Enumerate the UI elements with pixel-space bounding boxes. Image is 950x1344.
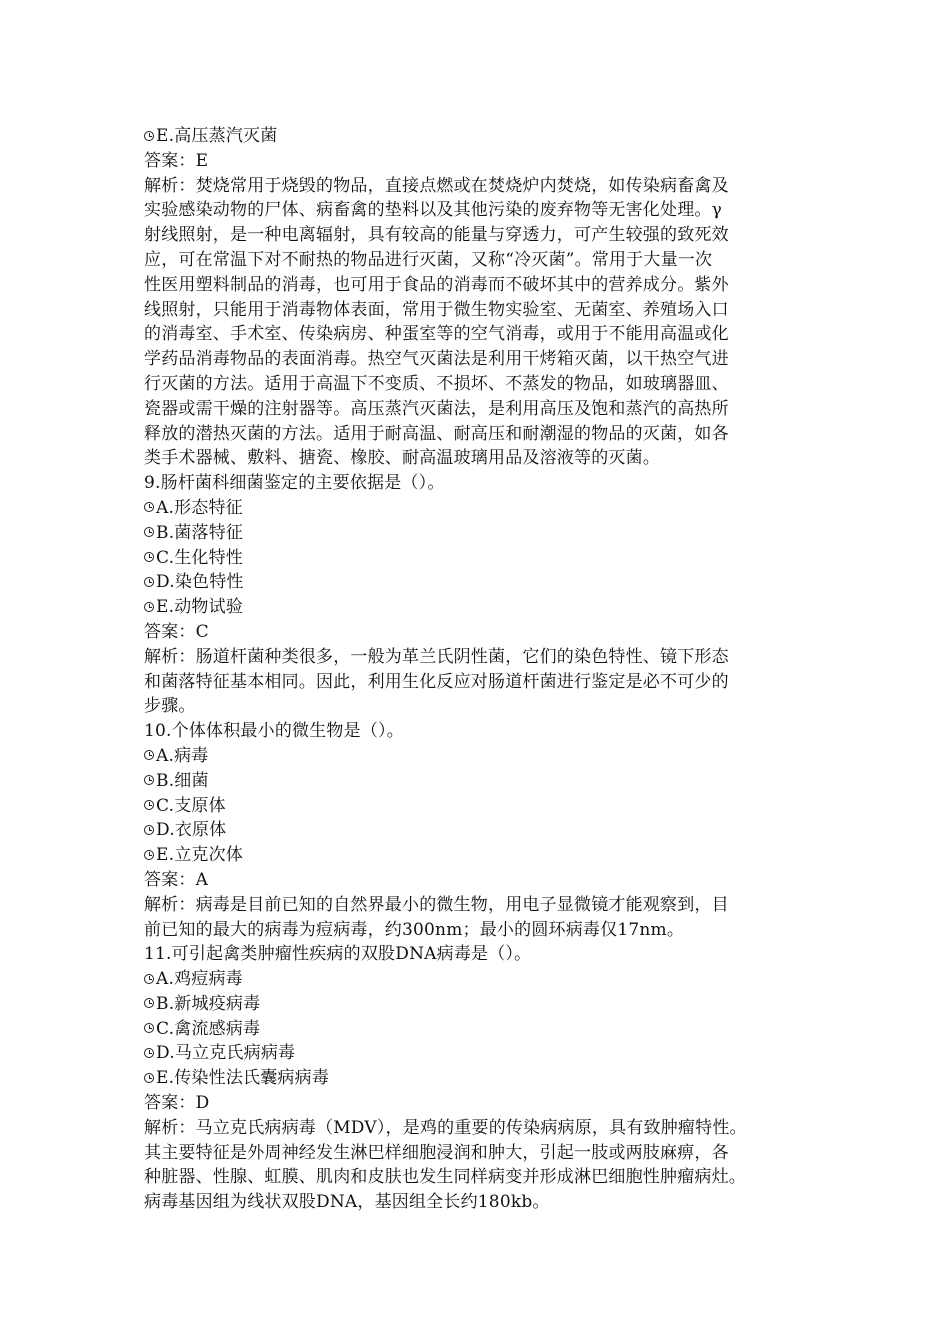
document-page — [144, 124, 816, 1215]
answer-key: 答案：C — [144, 621, 209, 642]
option-label: E.立克次体 — [156, 845, 244, 866]
radio-option-icon[interactable] — [144, 775, 154, 785]
answer-option[interactable] — [144, 818, 816, 843]
option-label: B.新城疫病毒 — [156, 993, 261, 1014]
option-label: D.马立克氏病病毒 — [156, 1043, 296, 1064]
explanation-line: 类手术器械、敷料、搪瓷、橡胶、耐高温玻璃用品及溶液等的灭菌。 — [144, 448, 660, 469]
radio-option-icon[interactable] — [144, 1073, 154, 1083]
option-label: A.鸡痘病毒 — [156, 969, 243, 990]
radio-option-icon[interactable] — [144, 602, 154, 612]
option-label: C.禽流感病毒 — [156, 1018, 261, 1039]
explanation-line: 步骤。 — [144, 696, 196, 717]
radio-option-icon[interactable] — [144, 131, 154, 141]
question-text: 11.可引起禽类肿瘤性疾病的双股DNA病毒是（）。 — [144, 944, 532, 965]
option-label: E.动物试验 — [156, 597, 244, 618]
radio-option-icon[interactable] — [144, 998, 154, 1008]
option-label: C.生化特性 — [156, 547, 244, 568]
radio-option-icon[interactable] — [144, 800, 154, 810]
option-label: A.病毒 — [156, 745, 209, 766]
answer-key: 答案：A — [144, 869, 209, 890]
explanation-line: 射线照射，是一种电离辐射，具有较高的能量与穿透力，可产生较强的致死效 — [144, 225, 729, 246]
answer-option[interactable] — [144, 570, 816, 595]
explanation-line: 解析：肠道杆菌种类很多，一般为革兰氏阴性菌，它们的染色特性、镜下形态 — [144, 646, 729, 667]
explanation-line: 其主要特征是外周神经发生淋巴样细胞浸润和肿大，引起一肢或两肢麻痹，各 — [144, 1142, 729, 1163]
answer-option[interactable] — [144, 744, 816, 769]
answer-option[interactable] — [144, 967, 816, 992]
explanation-line: 解析：焚烧常用于烧毁的物品，直接点燃或在焚烧炉内焚烧，如传染病畜禽及 — [144, 175, 729, 196]
radio-option-icon[interactable] — [144, 1048, 154, 1058]
answer-option[interactable] — [144, 1017, 816, 1042]
answer-key: 答案：E — [144, 150, 209, 171]
answer-key: 答案：D — [144, 1093, 210, 1114]
answer-option[interactable] — [144, 496, 816, 521]
radio-option-icon[interactable] — [144, 527, 154, 537]
explanation-line: 应，可在常温下对不耐热的物品进行灭菌，又称“冷灭菌”。常用于大量一次 — [144, 249, 713, 270]
explanation-line: 瓷器或需干燥的注射器等。高压蒸汽灭菌法，是利用高压及饱和蒸汽的高热所 — [144, 398, 729, 419]
answer-option[interactable] — [144, 992, 816, 1017]
answer-option[interactable] — [144, 521, 816, 546]
answer-option[interactable] — [144, 843, 816, 868]
answer-option[interactable] — [144, 124, 816, 149]
explanation-line: 解析：病毒是目前已知的自然界最小的微生物，用电子显微镜才能观察到，目 — [144, 894, 729, 915]
option-label: E.传染性法氏囊病病毒 — [156, 1068, 330, 1089]
explanation-line: 学药品消毒物品的表面消毒。热空气灭菌法是利用干烤箱灭菌，以干热空气进 — [144, 349, 729, 370]
explanation-line: 和菌落特征基本相同。因此，利用生化反应对肠道杆菌进行鉴定是必不可少的 — [144, 671, 729, 692]
radio-option-icon[interactable] — [144, 502, 154, 512]
option-label: D.衣原体 — [156, 820, 227, 841]
answer-option[interactable] — [144, 595, 816, 620]
option-label: E.高压蒸汽灭菌 — [156, 126, 278, 146]
explanation-line: 实验感染动物的尸体、病畜禽的垫料以及其他污染的废弃物等无害化处理。γ — [144, 200, 722, 221]
option-label: C.支原体 — [156, 795, 226, 816]
explanation-line: 前已知的最大的病毒为痘病毒，约300nm；最小的圆环病毒仅17nm。 — [144, 919, 685, 940]
radio-option-icon[interactable] — [144, 825, 154, 835]
explanation-line: 行灭菌的方法。适用于高温下不变质、不损坏、不蒸发的物品，如玻璃器皿、 — [144, 373, 729, 394]
answer-option[interactable] — [144, 769, 816, 794]
explanation-line: 性医用塑料制品的消毒，也可用于食品的消毒而不破坏其中的营养成分。紫外 — [144, 274, 729, 295]
radio-option-icon[interactable] — [144, 850, 154, 860]
option-label: D.染色特性 — [156, 572, 244, 593]
explanation-line: 线照射，只能用于消毒物体表面，常用于微生物实验室、无菌室、养殖场入口 — [144, 299, 729, 320]
answer-option[interactable] — [144, 1066, 816, 1091]
option-label: B.菌落特征 — [156, 522, 244, 543]
question-text: 9.肠杆菌科细菌鉴定的主要依据是（）。 — [144, 473, 445, 494]
question-text: 10.个体体积最小的微生物是（）。 — [144, 721, 404, 742]
radio-option-icon[interactable] — [144, 1023, 154, 1033]
radio-option-icon[interactable] — [144, 552, 154, 562]
explanation-line: 解析：马立克氏病病毒（MDV），是鸡的重要的传染病病原，具有致肿瘤特性。 — [144, 1117, 747, 1138]
explanation-line: 种脏器、性腺、虹膜、肌肉和皮肤也发生同样病变并形成淋巴细胞性肿瘤病灶。 — [144, 1167, 746, 1188]
option-label: B.细菌 — [156, 770, 209, 791]
answer-option[interactable] — [144, 794, 816, 819]
explanation-line: 释放的潜热灭菌的方法。适用于耐高温、耐高压和耐潮湿的物品的灭菌，如各 — [144, 423, 729, 444]
answer-option[interactable] — [144, 1041, 816, 1066]
explanation-line: 的消毒室、手术室、传染病房、种蛋室等的空气消毒，或用于不能用高温或化 — [144, 324, 729, 345]
option-label: A.形态特征 — [156, 497, 243, 518]
explanation-line: 病毒基因组为线状双股DNA，基因组全长约180kb。 — [144, 1192, 550, 1213]
radio-option-icon[interactable] — [144, 974, 154, 984]
answer-option[interactable] — [144, 546, 816, 571]
radio-option-icon[interactable] — [144, 750, 154, 760]
radio-option-icon[interactable] — [144, 577, 154, 587]
